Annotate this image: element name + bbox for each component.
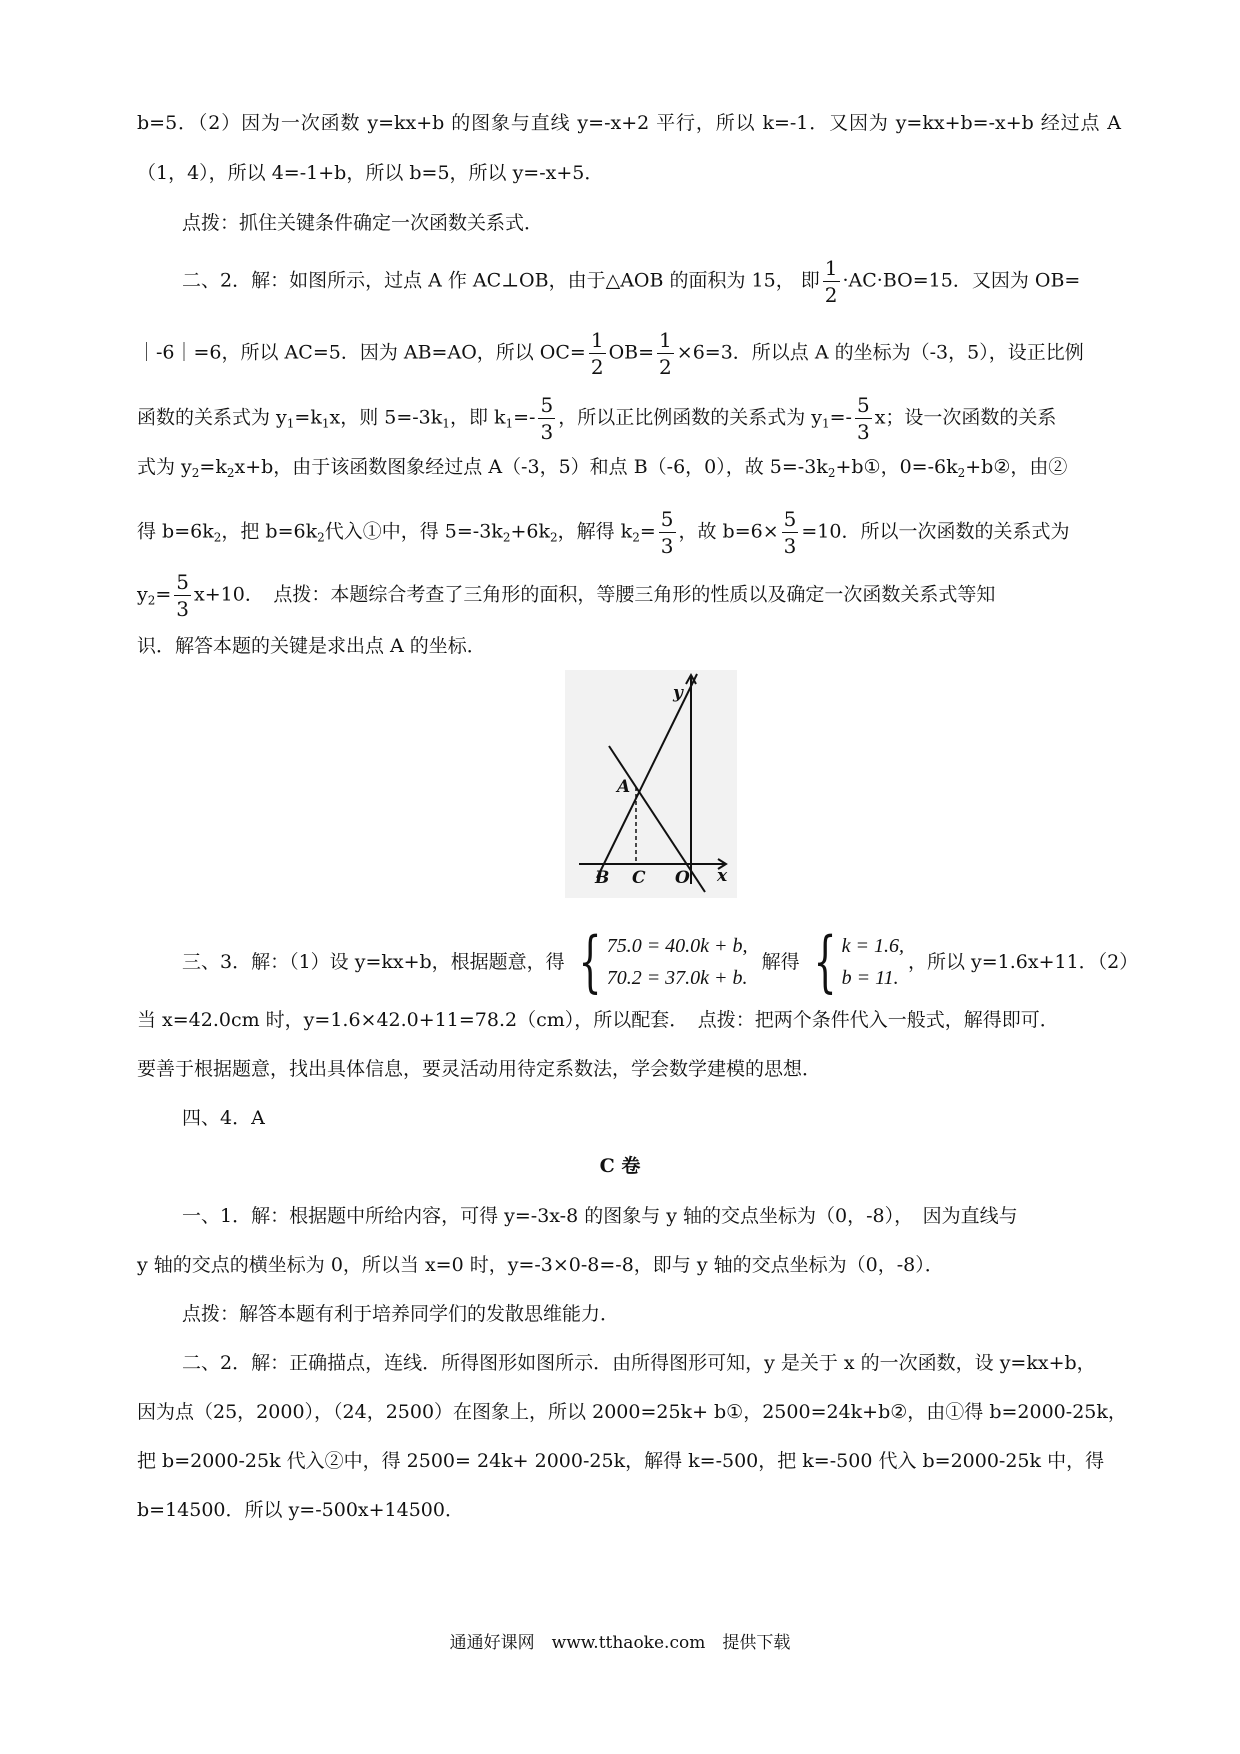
text-line: 因为点（25，2000），（24，2500）在图象上，所以 2000=25k+ b①，2500=24k+b②，由①得 b=2000-25k， (137, 1401, 1127, 1423)
text-line: 函数的关系式为 $y_1=k_1x$，则 $5=-3k_1$，即 $k_1=-$ $\frac{5}{3}$ ，所以正比例函数的关系式为 $y_1=-$ $\frac{5}{3}$ x；设一次函数的关系 (137, 393, 1057, 444)
fraction: $\frac{1}{2}$ (590, 328, 604, 379)
text-line: 得 $b=6k_2$，把 $b=6k_2$代入①中，得 $5=-3k_2+6k_2$，解得 $k_2=$ $\frac{5}{3}$ ，故 b=6× $\frac{5}{3}$ =10．所以一次函数的关系式为 (137, 507, 1070, 558)
text-line: 识．解答本题的关键是求出点 A 的坐标． (137, 635, 486, 657)
fraction: $\frac{5}{3}$ (783, 507, 797, 558)
label-y: y (673, 683, 683, 703)
fraction: $\frac{1}{2}$ (659, 328, 672, 379)
label-x: x (717, 866, 728, 886)
text-line: $y_2=$ $\frac{5}{3}$ x+10． 点拨：本题综合考查了三角形的面积，等腰三角形的性质以及确定一次函数关系式等知 (137, 570, 996, 621)
text-line: 要善于根据题意，找出具体信息，要灵活动用待定系数法，学会数学建模的思想． (137, 1058, 822, 1080)
text-line: （1，4），所以 4=-1+b，所以 b=5，所以 y=-x+5． (137, 162, 604, 184)
text-line: 式为 $y_2=k_2x+b$，由于该函数图象经过点 A（-3，5）和点 B（-6，0），故 $5=-3k_2+b①$，$0=-6k_2+b②$，由② (137, 456, 1068, 480)
fraction: $\frac{5}{3}$ (540, 393, 554, 444)
text-line: 一、1．解：根据题中所给内容，可得 y=-3x-8 的图象与 y 轴的交点坐标为（0，-8）， 因为直线与 (182, 1205, 1018, 1227)
text-line: 二、2．解：如图所示，过点 A 作 AC⊥OB，由于△AOB 的面积为 15， 即 $\frac{1}{2}$ ·AC·BO=15．又因为 OB= (182, 256, 1081, 307)
section-title: C 卷 (599, 1155, 641, 1177)
fraction: $\frac{5}{3}$ (856, 393, 870, 444)
text-line: 点拨：解答本题有利于培养同学们的发散思维能力． (182, 1303, 620, 1325)
page-footer: 通通好课网 www.tthaoke.com 提供下载 (449, 1633, 791, 1653)
label-o: O (675, 868, 690, 888)
line-ab (597, 674, 697, 878)
label-a: A (617, 777, 631, 797)
fraction: $\frac{5}{3}$ (660, 507, 674, 558)
text-line: b=5．（2）因为一次函数 y=kx+b 的图象与直线 y=-x+2 平行，所以 k=-1．又因为 y=kx+b=-x+b 经过点 A (137, 112, 1121, 134)
text-line: 二、2．解：正确描点，连线．所得图形如图所示．由所得图形可知，y 是关于 x 的一次函数，设 y=kx+b， (182, 1352, 1096, 1374)
equation-system: { k = 1.6, b = 11. (813, 923, 904, 1000)
text-line: y 轴的交点的横坐标为 0，所以当 x=0 时，y=-3×0-8=-8，即与 y 轴的交点坐标为（0，-8）． (137, 1254, 944, 1276)
label-b: B (595, 868, 610, 888)
text-line: 把 b=2000-25k 代入②中，得 2500= 24k+ 2000-25k，解得 k=-500，把 k=-500 代入 b=2000-25k 中，得 (137, 1450, 1105, 1472)
equation-system: { 75.0 = 40.0k + b, 70.2 = 37.0k + b. (578, 923, 748, 1000)
graph-svg (565, 670, 737, 898)
text-line: 点拨：抓住关键条件确定一次函数关系式． (182, 212, 544, 234)
text-line: 三、3．解：（1）设 y=kx+b，根据题意，得 { 75.0 = 40.0k + b, 70.2 = 37.0k + b. 解得 { k = 1.6, b = 11. ，所以 y=1.6x+11．（2） (182, 923, 1139, 1000)
text-line: 当 x=42.0cm 时，y=1.6×42.0+11=78.2（cm），所以配套． 点拨：把两个条件代入一般式，解得即可． (137, 1009, 1059, 1031)
coordinate-figure (565, 670, 737, 898)
text-line: b=14500．所以 y=-500x+14500． (137, 1499, 464, 1521)
fraction: $\frac{1}{2}$ (824, 256, 838, 307)
text-line: 四、4．A (182, 1107, 265, 1129)
label-c: C (632, 868, 646, 888)
text-line: ｜-6｜=6，所以 AC=5．因为 AB=AO，所以 OC= $\frac{1}{2}$ OB= $\frac{1}{2}$ ×6=3．所以点 A 的坐标为（-3，5），设正比例 (137, 328, 1084, 379)
fraction: $\frac{5}{3}$ (176, 570, 190, 621)
